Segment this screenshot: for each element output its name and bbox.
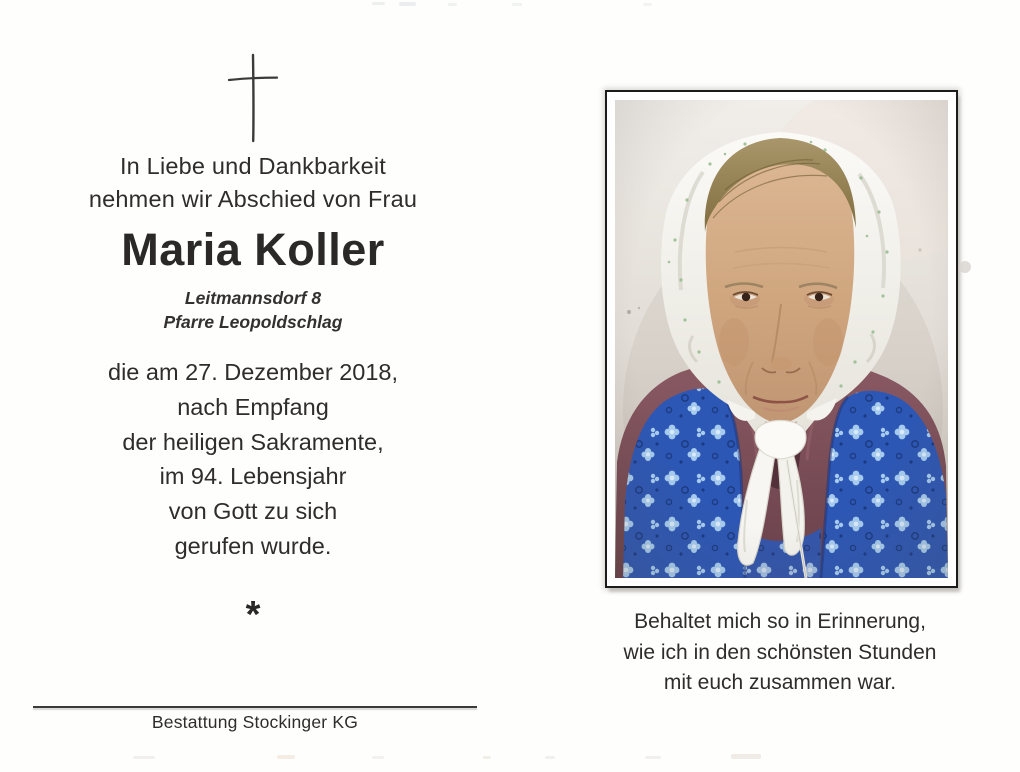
scan-artifact: [399, 2, 416, 6]
intro-line: In Liebe und Dankbarkeit: [119, 153, 387, 179]
caption-line: Behaltet mich so in Erinnerung,: [634, 610, 926, 633]
funeral-home-name: Bestattung Stockinger KG: [151, 712, 359, 732]
scan-artifact: [512, 3, 522, 6]
scan-artifact: [959, 261, 971, 273]
scan-artifact: [545, 756, 555, 759]
obituary-text: [38, 355, 468, 564]
address-text: [38, 287, 468, 334]
caption-line: wie ich in den schönsten Stunden: [623, 640, 937, 664]
intro-line: nehmen wir Abschied von Frau: [88, 186, 418, 212]
scan-artifact: [731, 754, 761, 759]
deceased-name: Maria Koller: [121, 224, 385, 275]
cross-icon: [222, 52, 284, 144]
obituary-line: gerufen wurde.: [174, 532, 332, 559]
scan-artifact: [372, 2, 385, 5]
address-line: Leitmannsdorf 8: [184, 288, 322, 308]
intro-text: [38, 150, 468, 216]
portrait-photo-frame: [605, 90, 958, 588]
scan-artifact: [277, 755, 295, 759]
photo-caption: [585, 607, 975, 699]
scan-artifact: [483, 756, 491, 759]
caption-line: mit euch zusammen war.: [663, 671, 897, 694]
obituary-line: die am 27. Dezember 2018,: [108, 359, 398, 385]
obituary-line: im 94. Lebensjahr: [159, 463, 347, 490]
scan-artifact: [645, 756, 661, 759]
scan-artifact: [133, 756, 155, 759]
address-line: Pfarre Leopoldschlag: [163, 311, 343, 332]
scan-artifact: [372, 756, 384, 759]
obituary-line: von Gott zu sich: [168, 498, 338, 525]
separator-asterisk: *: [245, 594, 261, 636]
footer-divider: [33, 706, 477, 708]
obituary-line: der heiligen Sakramente,: [122, 428, 384, 455]
scan-artifact: [643, 3, 652, 6]
obituary-line: nach Empfang: [177, 393, 329, 420]
portrait-photo: [615, 100, 948, 578]
scan-artifact: [448, 3, 457, 6]
